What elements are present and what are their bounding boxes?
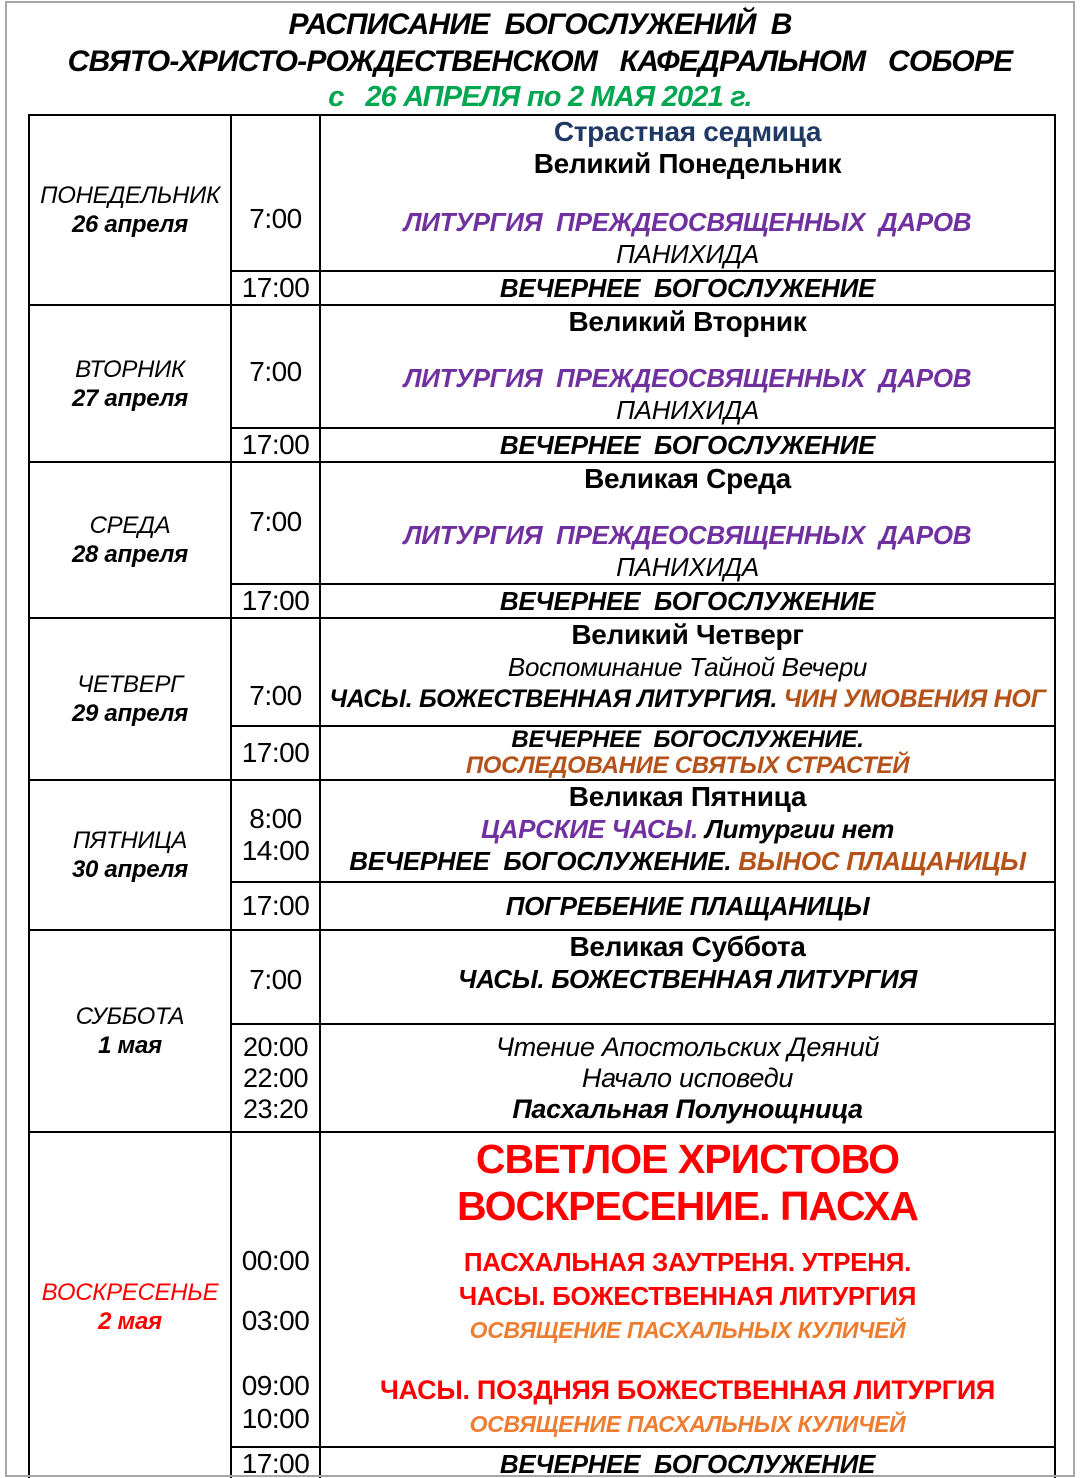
service-foot-washing: ЧИН УМОВЕНИЯ НОГ [783,685,1046,713]
day-cell-friday [29,780,231,930]
service-cell-monday-morning [320,115,1055,271]
day-cell-sunday [29,1132,231,1478]
service-cell-tuesday-morning [320,305,1055,428]
easter-headline-line-1: СВЕТЛОЕ ХРИСТОВО [475,1136,900,1182]
feast-title: Великая Пятница [568,781,807,812]
feast-title: Великий Четверг [571,619,804,650]
time-value: 17:00 [241,737,310,768]
services-table [28,114,1056,1478]
day-date: 29 апреля [71,700,189,727]
time-value: 17:00 [241,272,310,303]
spacer [321,495,1054,519]
service-cell-thursday-evening [320,726,1055,780]
easter-late-liturgy-block [321,1374,1054,1441]
day-cell-saturday [29,930,231,1132]
service-evening: ВЕЧЕРНЕЕ БОГОСЛУЖЕНИЕ [499,273,876,303]
time-cell-tuesday-evening [231,428,320,462]
day-cell-monday [29,115,231,305]
time-cell-thursday-morning [231,618,320,726]
day-name: ЧЕТВЕРГ [77,671,183,698]
service-cell-saturday-morning [320,930,1055,1024]
time-value: 7:00 [249,964,302,995]
service-no-liturgy: Литургии нет [704,814,895,844]
time-value: 7:00 [249,356,302,387]
day-cell-tuesday [29,305,231,462]
service-liturgy: ЛИТУРГИЯ ПРЕЖДЕОСВЯЩЕННЫХ ДАРОВ [403,363,972,393]
feast-title: Великий Вторник [568,306,807,337]
day-date: 2 мая [98,1307,162,1335]
time-value: 03:00 [241,1305,310,1336]
service-line [321,683,1054,715]
time-value: 20:00 [242,1031,309,1062]
table-row [29,780,1055,882]
time-value: 14:00 [241,835,310,866]
easter-headline [321,1133,1054,1230]
service-cell-saturday-evening [320,1024,1055,1132]
feast-title: Великая Суббота [569,931,806,962]
table-row [29,305,1055,428]
document-title [0,0,1080,114]
time-value: 17:00 [241,585,310,616]
time-value: 10:00 [241,1403,310,1434]
table-row [29,930,1055,1024]
service-line [321,845,1054,877]
time-cell-friday-evening [231,882,320,930]
service-evening: ВЕЧЕРНЕЕ БОГОСЛУЖЕНИЕ. [511,726,864,753]
time-value: 17:00 [241,429,310,460]
title-date-range: с 26 АПРЕЛЯ по 2 МАЯ 2021 г. [328,81,752,113]
service-cell-wednesday-evening [320,584,1055,618]
day-date: 26 апреля [71,211,189,238]
service-kulich-blessing: ОСВЯЩЕНИЕ ПАСХАЛЬНЫХ КУЛИЧЕЙ [469,1317,906,1343]
table-row [29,618,1055,726]
service-evening: ВЕЧЕРНЕЕ БОГОСЛУЖЕНИЕ [499,1449,876,1478]
table-row [29,462,1055,584]
service-passion-gospels: ПОСЛЕДОВАНИЕ СВЯТЫХ СТРАСТЕЙ [465,752,910,779]
time-cell-sunday-evening [231,1447,320,1478]
service-cell-friday-evening [320,882,1055,930]
feast-title: Великий Понедельник [533,148,842,179]
service-cell-thursday-morning [320,618,1055,726]
table-row [29,115,1055,271]
service-panikhida: ПАНИХИДА [616,395,759,425]
day-name: СУББОТА [75,1003,185,1030]
time-value: 00:00 [241,1245,310,1276]
day-date: 28 апреля [71,541,189,568]
time-cell-saturday-evening [231,1024,320,1132]
service-confession: Начало исповеди [581,1062,794,1093]
time-cell-friday-morning [231,780,320,882]
service-acts-reading: Чтение Апостольских Деяний [495,1031,880,1062]
easter-headline-line-2: ВОСКРЕСЕНИЕ. ПАСХА [456,1183,919,1229]
time-value: 17:00 [241,1448,310,1478]
time-value: 7:00 [249,506,302,537]
time-cell-wednesday-morning [231,462,320,584]
service-panikhida: ПАНИХИДА [616,239,759,269]
feast-subtitle: Воспоминание Тайной Вечери [507,652,868,682]
time-cell-saturday-morning [231,930,320,1024]
day-date: 27 апреля [71,384,189,412]
service-cell-sunday-services [320,1132,1055,1447]
title-line-1: РАСПИСАНИЕ БОГОСЛУЖЕНИЙ В [288,8,792,41]
service-late-liturgy: ЧАСЫ. ПОЗДНЯЯ БОЖЕСТВЕННАЯ ЛИТУРГИЯ [379,1375,996,1405]
time-value: 23:20 [242,1093,309,1124]
service-line [321,813,1054,845]
day-name: СРЕДА [89,512,171,539]
spacer [321,338,1054,362]
time-value: 7:00 [249,680,302,711]
day-name: ВТОРНИК [75,355,185,383]
time-cell-thursday-evening [231,726,320,780]
time-value: 09:00 [241,1370,310,1401]
day-date: 1 мая [98,1032,162,1059]
time-cell-sunday-services [231,1132,320,1447]
day-cell-wednesday [29,462,231,618]
day-name: ВОСКРЕСЕНЬЕ [41,1278,219,1306]
time-value: 22:00 [242,1062,309,1093]
time-cell-wednesday-evening [231,584,320,618]
day-name: ПЯТНИЦА [72,827,188,854]
service-paschal-midnight: Пасхальная Полунощница [512,1093,863,1124]
service-liturgy: ЛИТУРГИЯ ПРЕЖДЕОСВЯЩЕННЫХ ДАРОВ [403,520,972,550]
time-value: 17:00 [241,890,310,921]
week-header: Страстная седмица [553,116,822,147]
time-cell-monday-evening [231,271,320,305]
service-cell-sunday-evening [320,1447,1055,1478]
day-name: ПОНЕДЕЛЬНИК [40,182,220,209]
service-liturgy: ЧАСЫ. БОЖЕСТВЕННАЯ ЛИТУРГИЯ [458,1281,917,1311]
service-liturgy: ЛИТУРГИЯ ПРЕЖДЕОСВЯЩЕННЫХ ДАРОВ [403,207,972,237]
service-kulich-blessing: ОСВЯЩЕНИЕ ПАСХАЛЬНЫХ КУЛИЧЕЙ [469,1411,906,1437]
service-royal-hours: ЦАРСКИЕ ЧАСЫ. [480,814,705,844]
service-hours: ЧАСЫ. БОЖЕСТВЕННАЯ ЛИТУРГИЯ. [329,685,784,713]
table-row [29,1132,1055,1447]
time-value: 7:00 [249,203,302,234]
service-evening: ВЕЧЕРНЕЕ БОГОСЛУЖЕНИЕ [499,430,876,460]
easter-matins-block [321,1245,1054,1347]
service-liturgy: ЧАСЫ. БОЖЕСТВЕННАЯ ЛИТУРГИЯ [457,964,918,994]
service-panikhida: ПАНИХИДА [616,552,759,582]
service-shroud-procession: ВЫНОС ПЛАЩАНИЦЫ [738,846,1026,876]
time-cell-tuesday-morning [231,305,320,428]
day-cell-thursday [29,618,231,780]
time-cell-monday-morning [231,115,320,271]
service-evening: ВЕЧЕРНЕЕ БОГОСЛУЖЕНИЕ [499,586,876,616]
day-date: 30 апреля [71,856,189,883]
service-cell-friday-morning [320,780,1055,882]
service-vespers: ВЕЧЕРНЕЕ БОГОСЛУЖЕНИЕ. [349,846,739,876]
service-cell-wednesday-morning [320,462,1055,584]
service-cell-monday-evening [320,271,1055,305]
title-line-2: СВЯТО-ХРИСТО-РОЖДЕСТВЕНСКОМ КАФЕДРАЛЬНОМ СОБОРЕ [67,45,1013,78]
spacer [321,180,1054,206]
service-shroud-burial: ПОГРЕБЕНИЕ ПЛАЩАНИЦЫ [505,890,870,921]
service-cell-tuesday-evening [320,428,1055,462]
service-paschal-matins: ПАСХАЛЬНАЯ ЗАУТРЕНЯ. УТРЕНЯ. [463,1247,912,1277]
time-value: 8:00 [249,803,302,834]
feast-title: Великая Среда [584,463,791,494]
